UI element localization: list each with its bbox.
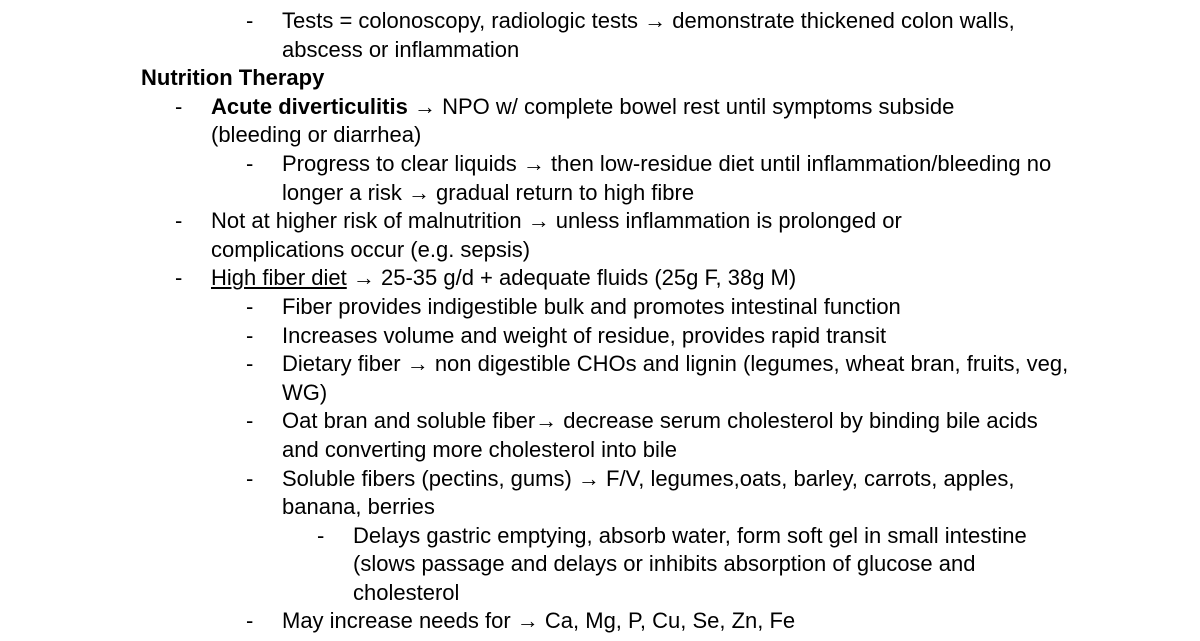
increase-needs-text: May increase needs for → Ca, Mg, P, Cu, Se, Zn, Fe [282, 608, 796, 634]
list-item-fiber-bulk [0, 293, 1200, 322]
list-item-malnutrition [0, 207, 1200, 264]
bullet-dash: - [246, 408, 254, 434]
high-fiber-diet-rest: → 25-35 g/d + adequate fluids (25g F, 38g M) [346, 265, 797, 291]
bullet-dash: - [246, 8, 254, 33]
fiber-point-text: Dietary fiber → non digestible CHOs and lignin (legumes, wheat bran, fruits, veg, WG) [282, 351, 1069, 405]
high-fiber-diet-label: High fiber diet [211, 265, 347, 291]
fiber-point-text: Soluble fibers (pectins, gums) → F/V, legumes,oats, barley, carrots, apples, banana, berries [282, 465, 1015, 520]
acute-diverticulitis-text [0, 93, 1041, 150]
bullet-dash: - [246, 150, 254, 176]
fiber-point-text: Oat bran and soluble fiber→ decrease serum cholesterol by binding bile acids and converting more cholesterol into bile [282, 408, 1038, 462]
fiber-point-text: Fiber provides indigestible bulk and promotes intestinal function [282, 293, 901, 319]
malnutrition-text: Not at higher risk of malnutrition → unless inflammation is prolonged or complications occur (e.g. sepsis) [211, 208, 902, 262]
tests-text: Tests = colonoscopy, radiologic tests → demonstrate thickened colon walls, abscess or inflammation [282, 8, 1015, 62]
bullet-dash: - [246, 465, 254, 491]
bullet-dash: - [175, 265, 183, 291]
bullet-dash: - [246, 293, 254, 319]
section-heading-nutrition-therapy: Nutrition Therapy [141, 65, 325, 91]
high-fiber-diet-text [0, 264, 1041, 293]
list-item-gastric-emptying [0, 522, 1200, 608]
list-item-increase-needs [0, 607, 1200, 636]
list-item-volume-weight [0, 322, 1200, 351]
list-item-progress-liquids [0, 150, 1200, 207]
document-body [0, 7, 1200, 636]
bullet-dash: - [317, 522, 325, 548]
bullet-dash: - [246, 608, 254, 634]
bullet-dash: - [175, 208, 183, 234]
acute-diverticulitis-rest: → NPO w/ complete bowel rest until symptoms subside (bleeding or diarrhea) [211, 93, 955, 148]
fiber-point-text: Increases volume and weight of residue, provides rapid transit [282, 322, 887, 348]
list-item-tests [0, 7, 1200, 64]
bullet-dash: - [175, 93, 183, 119]
bullet-dash: - [246, 351, 254, 377]
list-item-soluble-fibers [0, 465, 1200, 522]
acute-diverticulitis-label: Acute diverticulitis [211, 93, 408, 119]
bullet-dash: - [246, 322, 254, 348]
gastric-emptying-text: Delays gastric emptying, absorb water, form soft gel in small intestine (slows passage and delays or inhibits absorption of glucose and cholesterol [353, 522, 1027, 605]
list-item-oat-bran [0, 407, 1200, 464]
list-item-acute-diverticulitis [0, 93, 1200, 150]
list-item-high-fiber-diet [0, 264, 1200, 293]
progress-liquids-text: Progress to clear liquids → then low-residue diet until inflammation/bleeding no longer a risk → gradual return to high fibre [282, 150, 1052, 205]
list-item-dietary-fiber [0, 350, 1200, 407]
